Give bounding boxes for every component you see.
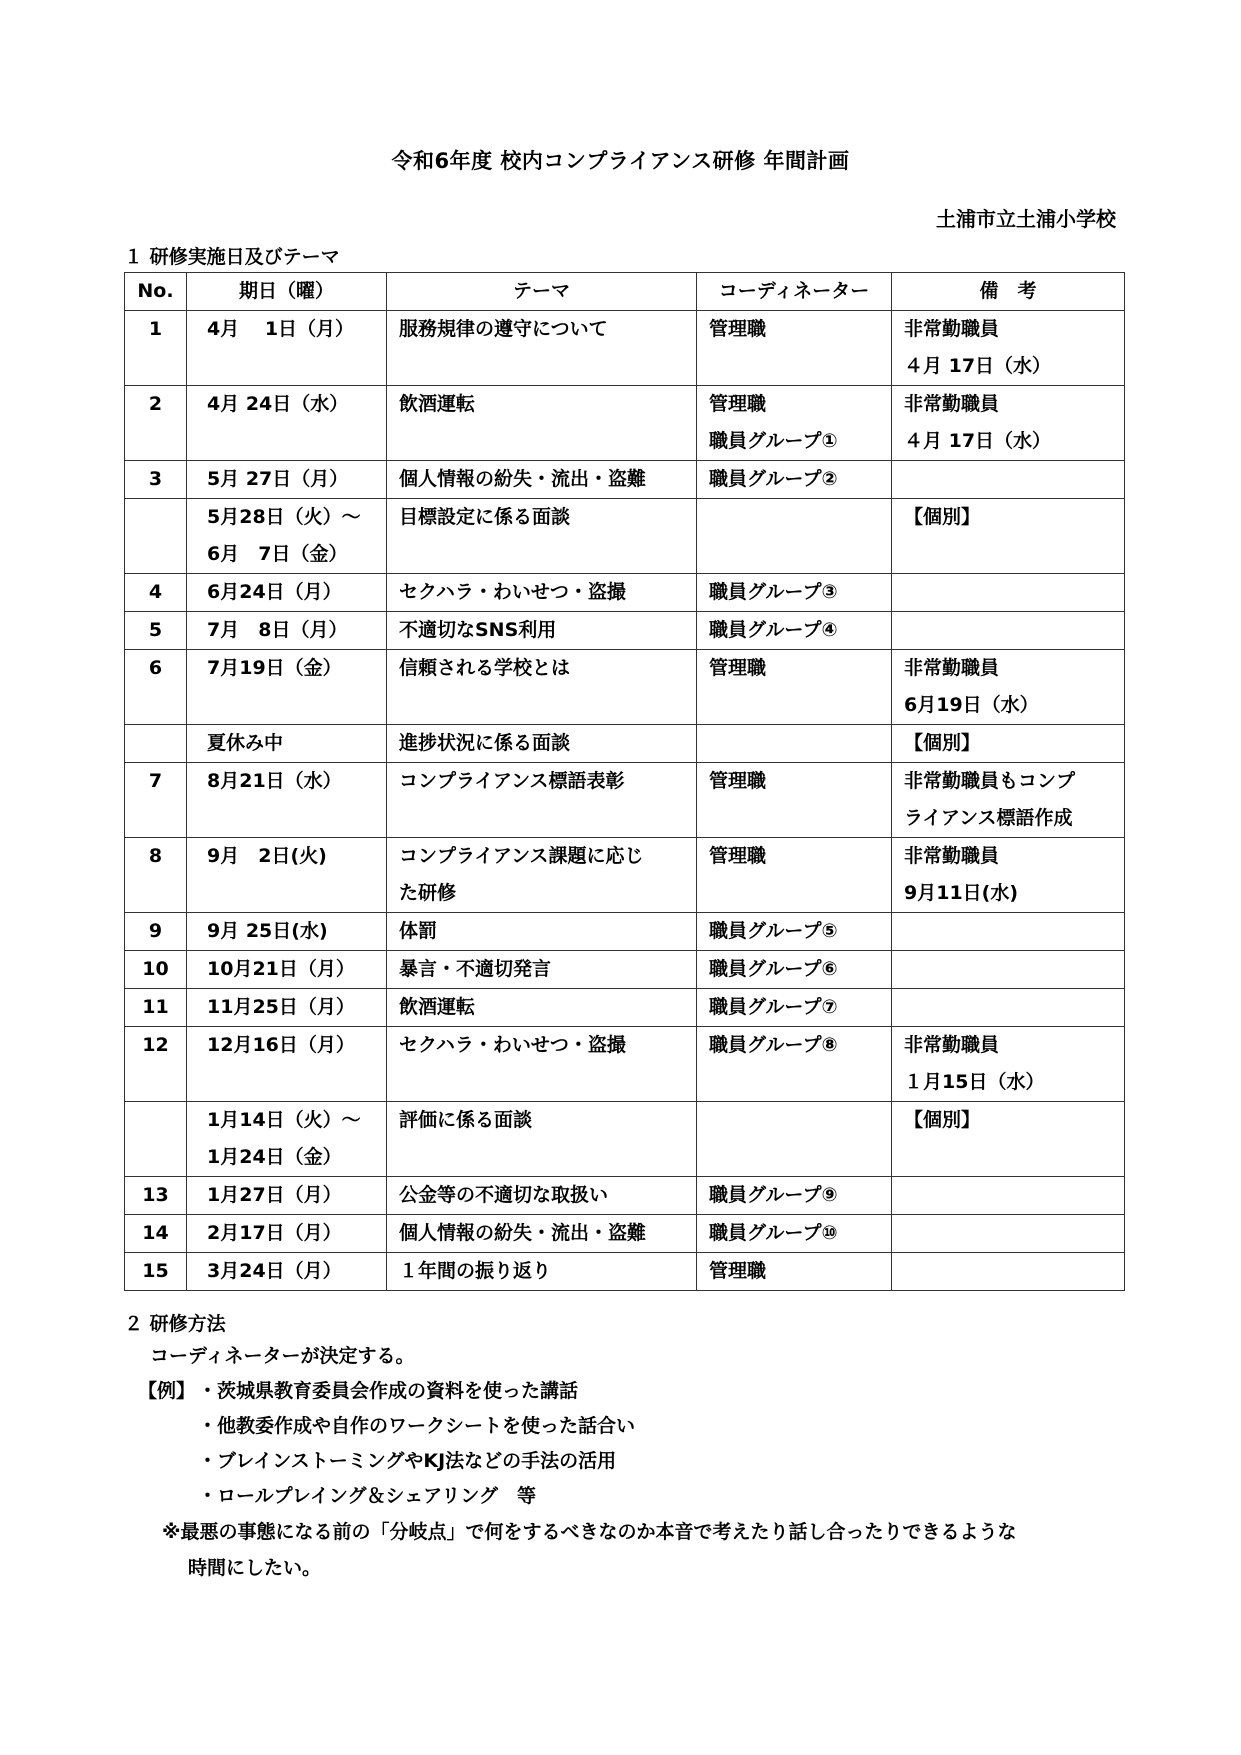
cell-theme: 暴言・不適切発言 <box>387 951 697 989</box>
cell-theme: コンプライアンス課題に応じ た研修 <box>387 838 697 913</box>
cell-theme: セクハラ・わいせつ・盗撮 <box>387 574 697 612</box>
cell-note <box>892 612 1125 650</box>
cell-coordinator: 管理職 職員グループ① <box>697 386 892 461</box>
cell-no: 6 <box>125 650 187 725</box>
cell-note <box>892 1215 1125 1253</box>
cell-note <box>892 913 1125 951</box>
cell-no: 8 <box>125 838 187 913</box>
cell-date: 8月21日（水） <box>187 763 387 838</box>
cell-no <box>125 725 187 763</box>
section2-heading: ２ 研修方法 <box>124 1313 226 1335</box>
cell-note: 非常勤職員もコンプ ライアンス標語作成 <box>892 763 1125 838</box>
cell-coordinator: 職員グループ④ <box>697 612 892 650</box>
table-row <box>125 650 1125 725</box>
cell-theme: １年間の振り返り <box>387 1253 697 1291</box>
cell-note: 非常勤職員 6月19日（水） <box>892 650 1125 725</box>
table-row <box>125 386 1125 461</box>
cell-coordinator: 職員グループ⑦ <box>697 989 892 1027</box>
table-row <box>125 913 1125 951</box>
cell-theme: 服務規律の遵守について <box>387 311 697 386</box>
cell-note: 【個別】 <box>892 499 1125 574</box>
cell-theme: 評価に係る面談 <box>387 1102 697 1177</box>
cell-coordinator: 管理職 <box>697 1253 892 1291</box>
school-name: 土浦市立土浦小学校 <box>936 207 1116 231</box>
cell-theme: 不適切なSNS利用 <box>387 612 697 650</box>
cell-note <box>892 1177 1125 1215</box>
cell-coordinator: 管理職 <box>697 763 892 838</box>
cell-note <box>892 574 1125 612</box>
table-row <box>125 1177 1125 1215</box>
cell-date: 5月 27日（月） <box>187 461 387 499</box>
example-label: 【例】 <box>138 1380 196 1402</box>
cell-date: 3月24日（月） <box>187 1253 387 1291</box>
cell-theme: 公金等の不適切な取扱い <box>387 1177 697 1215</box>
cell-coordinator <box>697 1102 892 1177</box>
table-row <box>125 989 1125 1027</box>
cell-date: 2月17日（月） <box>187 1215 387 1253</box>
cell-date: 9月 2日(火) <box>187 838 387 913</box>
cell-no: 1 <box>125 311 187 386</box>
cell-coordinator: 管理職 <box>697 838 892 913</box>
table-row <box>125 1102 1125 1177</box>
table-row <box>125 461 1125 499</box>
cell-no: 9 <box>125 913 187 951</box>
cell-no: 3 <box>125 461 187 499</box>
cell-coordinator: 職員グループ⑨ <box>697 1177 892 1215</box>
cell-no: 2 <box>125 386 187 461</box>
example-item: ・ブレインストーミングやKJ法などの手法の活用 <box>198 1450 617 1472</box>
table-row <box>125 574 1125 612</box>
cell-date: 12月16日（月） <box>187 1027 387 1102</box>
cell-note <box>892 461 1125 499</box>
header-theme: テーマ <box>387 273 697 311</box>
table-header-row <box>125 273 1125 311</box>
cell-coordinator <box>697 725 892 763</box>
cell-theme: 個人情報の紛失・流出・盗難 <box>387 461 697 499</box>
table-row <box>125 499 1125 574</box>
header-no: No. <box>125 273 187 311</box>
cell-note: 非常勤職員 １月15日（水） <box>892 1027 1125 1102</box>
cell-coordinator: 職員グループ⑩ <box>697 1215 892 1253</box>
cell-theme: 個人情報の紛失・流出・盗難 <box>387 1215 697 1253</box>
cell-theme: 飲酒運転 <box>387 989 697 1027</box>
cell-date: 1月27日（月） <box>187 1177 387 1215</box>
cell-coordinator: 職員グループ⑧ <box>697 1027 892 1102</box>
cell-coordinator: 職員グループ⑤ <box>697 913 892 951</box>
section1-heading: １ 研修実施日及びテーマ <box>124 246 340 268</box>
cell-no <box>125 1102 187 1177</box>
cell-theme: 信頼される学校とは <box>387 650 697 725</box>
header-date: 期日（曜） <box>187 273 387 311</box>
cell-no: 12 <box>125 1027 187 1102</box>
table-row <box>125 612 1125 650</box>
cell-coordinator: 職員グループ③ <box>697 574 892 612</box>
cell-date: 夏休み中 <box>187 725 387 763</box>
cell-date: 6月24日（月） <box>187 574 387 612</box>
cell-coordinator: 職員グループ② <box>697 461 892 499</box>
cell-no: 15 <box>125 1253 187 1291</box>
table-row <box>125 763 1125 838</box>
table-body <box>125 311 1125 1291</box>
table-row <box>125 951 1125 989</box>
cell-no: 5 <box>125 612 187 650</box>
example-item: ・他教委作成や自作のワークシートを使った話合い <box>198 1415 636 1437</box>
cell-theme: コンプライアンス標語表彰 <box>387 763 697 838</box>
cell-no: 14 <box>125 1215 187 1253</box>
cell-note <box>892 989 1125 1027</box>
cell-note <box>892 1253 1125 1291</box>
cell-no: 13 <box>125 1177 187 1215</box>
cell-note: 非常勤職員 9月11日(水) <box>892 838 1125 913</box>
cell-date: 1月14日（火）～ 1月24日（金） <box>187 1102 387 1177</box>
header-note: 備 考 <box>892 273 1125 311</box>
document-title: 令和6年度 校内コンプライアンス研修 年間計画 <box>391 149 850 173</box>
table-row <box>125 838 1125 913</box>
table-row <box>125 1215 1125 1253</box>
cell-date: 7月 8日（月） <box>187 612 387 650</box>
cell-coordinator <box>697 499 892 574</box>
cell-no: 11 <box>125 989 187 1027</box>
method-intro: コーディネーターが決定する。 <box>150 1345 415 1367</box>
cell-date: 10月21日（月） <box>187 951 387 989</box>
cell-no: 7 <box>125 763 187 838</box>
cell-no: 4 <box>125 574 187 612</box>
cell-note: 【個別】 <box>892 1102 1125 1177</box>
cell-date: 9月 25日(水) <box>187 913 387 951</box>
cell-date: 4月 24日（水） <box>187 386 387 461</box>
table-row <box>125 311 1125 386</box>
table-row <box>125 1253 1125 1291</box>
cell-coordinator: 職員グループ⑥ <box>697 951 892 989</box>
cell-date: 7月19日（金） <box>187 650 387 725</box>
cell-coordinator: 管理職 <box>697 311 892 386</box>
cell-theme: 飲酒運転 <box>387 386 697 461</box>
table-row <box>125 725 1125 763</box>
cell-note: 非常勤職員 ４月 17日（水） <box>892 311 1125 386</box>
cell-note: 非常勤職員 ４月 17日（水） <box>892 386 1125 461</box>
table-row <box>125 1027 1125 1102</box>
cell-no <box>125 499 187 574</box>
cell-note: 【個別】 <box>892 725 1125 763</box>
cell-theme: 進捗状況に係る面談 <box>387 725 697 763</box>
cell-date: 4月 1日（月） <box>187 311 387 386</box>
cell-note <box>892 951 1125 989</box>
cell-theme: 目標設定に係る面談 <box>387 499 697 574</box>
cell-coordinator: 管理職 <box>697 650 892 725</box>
cell-theme: セクハラ・わいせつ・盗撮 <box>387 1027 697 1102</box>
method-note-line1: ※最悪の事態になる前の「分岐点」で何をするべきなのか本音で考えたり話し合ったりできるような <box>162 1521 1017 1543</box>
method-note-line2: 時間にしたい。 <box>188 1557 322 1579</box>
cell-date: 5月28日（火）～ 6月 7日（金） <box>187 499 387 574</box>
cell-theme: 体罰 <box>387 913 697 951</box>
cell-date: 11月25日（月） <box>187 989 387 1027</box>
example-item: ・ロールプレイング＆シェアリング 等 <box>198 1485 537 1507</box>
training-plan-table <box>124 272 1125 1291</box>
example-item: ・茨城県教育委員会作成の資料を使った講話 <box>198 1380 579 1402</box>
cell-no: 10 <box>125 951 187 989</box>
header-coordinator: コーディネーター <box>697 273 892 311</box>
